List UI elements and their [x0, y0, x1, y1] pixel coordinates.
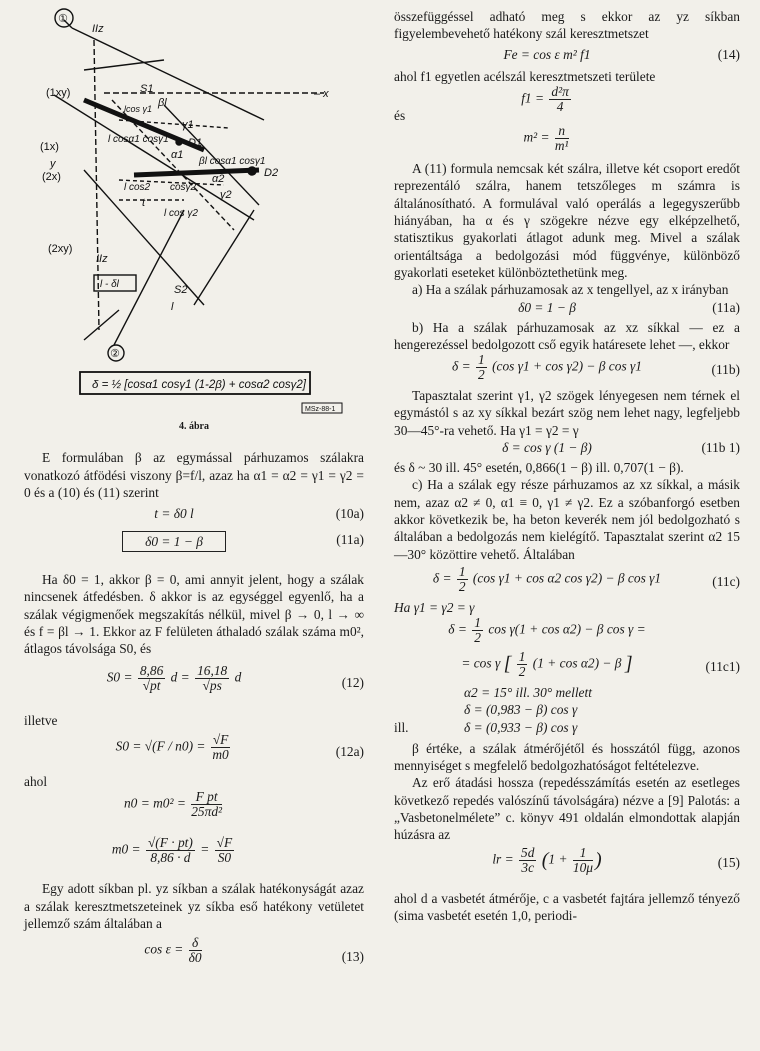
eq-10a: t = δ0 l (10a): [154, 506, 364, 522]
right-paragraph-8: ahol d a vasbetét átmérője, c a vasbetét fajtára jellemző tényező (sima vasbetét esetén 1,0, periodi-: [394, 890, 740, 923]
label-2xy: (2xy): [48, 243, 73, 255]
label-a2: α2: [212, 173, 225, 185]
left-illetve: illetve: [24, 712, 58, 728]
label-a1: α1: [171, 149, 184, 161]
label-l-dl: l - δl: [100, 279, 119, 290]
label-bl: βl: [158, 97, 167, 109]
right-paragraph-6: β értéke, a szálak átmérőjétől és hosszától függ, azonos mennyiséget s megfelelő bedolgozhatóságot feltételezve.: [394, 740, 740, 774]
label-c2: ②: [110, 348, 120, 360]
label-t: t: [142, 197, 146, 209]
eq-15: lr = $\frac{5d}{3c}$ (1 + $\frac{1}{10\mu}$ ) (15): [492, 844, 740, 875]
right-paragraph-4: Tapasztalat szerint γ1, γ2 szögek lényegesen nem térnek el egymástól s az xy síkkal bezárt szög nem lehet nagy, legfeljebb 30—45°-ra vehető. Ha γ1 = γ2 = γ: [394, 388, 740, 438]
eq-delta-2: δ = (0,933 − β) cos γ: [464, 719, 578, 735]
label-1xy: (1xy): [46, 87, 71, 99]
eq-m0: m0 = $\frac{√(F \cdot pt)}{8,86 \cdot d}$ = $\frac{√F}{S0}$: [111, 835, 233, 866]
label-cosg2: cosγ2: [170, 182, 197, 193]
eq-alpha2: α2 = 15° ill. 30° mellett: [464, 685, 592, 701]
eq-11b: δ = $\frac{1}{2}$ (cos γ1 + cos γ2) − β cos γ1 (11b): [452, 352, 740, 383]
eq-11a-right: δ0 = 1 − β (11a): [518, 299, 740, 315]
left-paragraph-1: E formulában β az egymással párhuzamos szálakra vonatkozó átfödési viszony β=f/l, azaz ha α1 = α2 = γ1 = γ2 = 0 és a (10) és (11) szerint: [24, 450, 364, 500]
eq-13: cos ε = $\frac{\delta}{\delta 0}$ (13): [144, 935, 364, 966]
label-2x: (2x): [42, 171, 61, 183]
eq-14: Fe = cos ε m² f1 (14): [503, 46, 740, 62]
label-D2: D2: [264, 167, 279, 179]
fiber-bar-2: [134, 170, 259, 175]
right-case-c: c) Ha a szálak egy része párhuzamos az xz síkkal, a másik nem, azaz α2 ≠ 0, α1 ≡ 0, γ1 ≠ γ2. Ez a szóbanforgó esetben akkor következik be, ha beton keverék nem jól bedolgozható s általában a bedolgozás nem kielégítő. Tapasztalat szerint α2 15—30° közöttire vehető. Általában: [394, 477, 740, 562]
left-paragraph-3: Egy adott síkban pl. yz síkban a szálak hatékonyságát azaz a szálak keresztmetszeteinek yz síkba eső hatékony vetületet jellemző szám általában a: [24, 881, 364, 931]
right-paragraph-1: összefüggéssel adható meg s ekkor az yz síkban figyelembevehető hatékony szál keresztmetszet: [394, 9, 740, 42]
label-blcos: βl cosα1 cosγ1: [199, 156, 266, 167]
eq-m2: m² = $\frac{n}{\text{m¹}}$: [523, 123, 569, 154]
label-D1: D1: [188, 137, 203, 149]
eq-f1: f1 = $\frac{\text{d²π}}{4}$: [521, 83, 569, 114]
point-D1: [176, 139, 182, 145]
label-lcosg2: l cos γ2: [164, 208, 198, 219]
diag-7: [194, 210, 254, 305]
label-minus-x: – x: [314, 88, 329, 100]
label-g2: γ2: [220, 189, 232, 201]
eq-delta-1: δ = (0,983 − β) cos γ: [464, 702, 578, 718]
eq-11c-step2: δ = $\frac{1}{2}$ cos γ(1 + cos α2) − β cos γ =: [448, 615, 646, 646]
right-paragraph-7: Az erő átadási hossza (repedésszámítás esetén az esetleges következő repedés valószínű távolságára) nézve a [9] Palotás: a „Vasbetonelmélete” c. könyv 491 oldalán elmondottak alapján húzásra az: [394, 775, 740, 843]
eq-11a-boxed: δ0 = 1 − β (11a): [24, 531, 364, 561]
leader-2: [84, 310, 119, 340]
label-lcos: lcos γ1: [124, 104, 153, 114]
right-paragraph-5: és δ ~ 30 ill. 45° esetén, 0,866(1 − β) ill. 0,707(1 − β).: [394, 460, 684, 476]
label-stamp: MSz-88-1: [305, 406, 336, 413]
left-column: [24, 0, 364, 974]
left-paragraph-2: Ha δ0 = 1, akkor β = 0, ami annyit jelent, hogy a szálak nincsenek átfedésben. δ akkor is az egységgel egyenlő, ha a szálak végigmenőek megszakítás nélkül, mivel β → 0, l → ∞ és f = βl → 1. Ekkor az F felületen áthaladó szálak száma m0², átlagos távolsága S0, és: [24, 572, 364, 657]
label-S1: S1: [140, 83, 154, 95]
label-S2: S2: [174, 284, 188, 296]
right-case-a: a) Ha a szálak párhuzamosak az x tengellyel, az x irányban: [412, 282, 729, 298]
eq-11b1: δ = cos γ (1 − β) (11b 1): [502, 440, 740, 456]
right-paragraph-2: ahol f1 egyetlen acélszál keresztmetszeti területe: [394, 68, 656, 84]
right-ha2: Ha γ1 = γ2 = γ: [394, 599, 475, 615]
figure-caption: 4. ábra: [179, 421, 209, 432]
label-y: y: [50, 158, 56, 170]
right-paragraph-3: A (11) formula nemcsak két szálra, illetve két csoport eredőt reprezentáló szálra, hanem tetszőleges m számra is általánosítható. A formulával való operálás a legegyszerűbb hiányában, ha α és γ szögekre nézve egy elképzelhető, statisztikus gyakorlati átlagot adunk meg. Mivel a szálak orientáltsága a bedolgozási mód függvénye, különböző gyakorlati eseteket különböztethetünk meg.: [394, 161, 740, 280]
label-lcosa1: l cosα1 cosγ1: [108, 134, 169, 145]
eq-12a: S0 = √(F / n0) = $\frac{√F}{m0}$ (12a): [115, 731, 364, 762]
fiber-line-4: [114, 210, 184, 345]
label-formula: δ = ½ [cosα1 cosγ1 (1-2β) + cosα2 cosγ2]: [92, 379, 306, 391]
label-lcos2: l cos2: [124, 182, 151, 193]
right-ill: ill.: [394, 719, 409, 735]
label-IIz-bottom: IIz: [96, 253, 108, 265]
figure-4: [24, 0, 364, 420]
point-D2: [248, 167, 256, 175]
right-case-b: b) Ha a szálak párhuzamosak az xz síkkal — ez a hengerezéssel bedolgozott cső egyik határesete lehet —, ekkor: [394, 319, 740, 352]
label-c1: ①: [58, 13, 68, 25]
right-es: és: [394, 107, 406, 123]
eq-12: S0 = $\frac{8,86}{√pt}$ d = $\frac{16,18}{√ps}$ d (12): [106, 662, 364, 693]
label-IIz-top: IIz: [92, 23, 104, 35]
left-ahol: ahol: [24, 773, 48, 789]
label-l: l: [171, 301, 174, 313]
eq-11c: δ = $\frac{1}{2}$ (cos γ1 + cos α2 cos γ2) − β cos γ1 (11c): [432, 563, 740, 594]
label-1x: (1x): [40, 141, 59, 153]
fiber-line-3: [84, 60, 164, 70]
label-g1: γ1: [182, 119, 194, 131]
right-column: [394, 8, 740, 924]
eq-n0: n0 = m0² = $\frac{\text{F pt}}{\text{25πd²}}$: [123, 789, 223, 820]
eq-11c1: = cos γ [ $\frac{1}{2}$ (1 + cos α2) − β ] (11c1): [461, 649, 740, 680]
